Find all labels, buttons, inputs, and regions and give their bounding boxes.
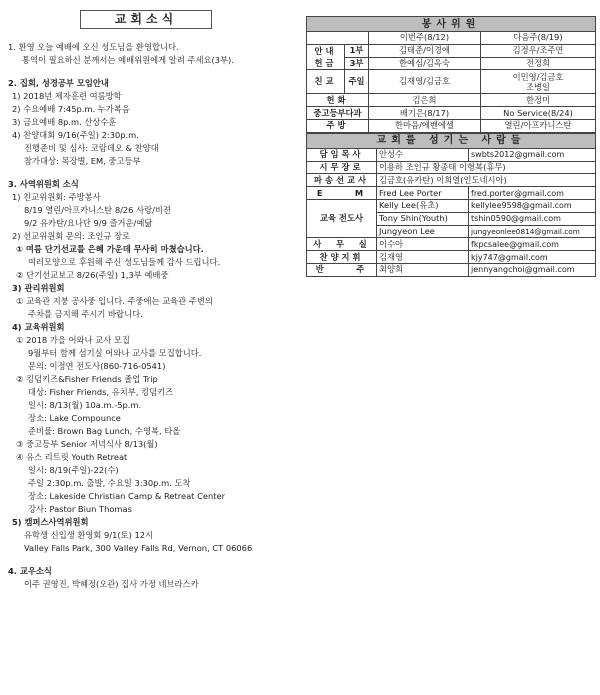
role: 담임목사 xyxy=(307,148,377,161)
cell: 열린/아프카니스탄 xyxy=(481,119,596,132)
role: 사 무 실 xyxy=(307,238,377,251)
cell: 한마음/에벤에셀 xyxy=(369,119,481,132)
col-this-week: 이번주(8/12) xyxy=(369,32,481,45)
cell: 김태준/이경애 xyxy=(369,44,481,57)
person: 이수아 xyxy=(377,238,469,251)
cell: 김정우/조주연 xyxy=(481,44,596,57)
news-line: ② 단기선교보고 8/26(주일) 1,3부 예배중 xyxy=(16,270,169,280)
person: 김금호(유카탄) 이희열(인도네시아) xyxy=(377,174,596,187)
news-line: 강사: Pastor Biun Thomas xyxy=(28,504,132,514)
news-line: ① 여름 단기선교를 은혜 가운데 무사히 마쳤습니다. xyxy=(16,244,204,254)
cell: 김은희 xyxy=(369,94,481,107)
row-label: 헌화 xyxy=(307,94,369,107)
news-line: 일시: 8/19(주일)-22(수) xyxy=(28,465,119,475)
role: 교육 전도사 xyxy=(307,199,377,237)
col-next-week: 다음주(8/19) xyxy=(481,32,596,45)
email: fred.porter@gmail.com xyxy=(469,187,596,200)
person: 이용하 조인규 황종태 이형복(휴무) xyxy=(377,161,596,174)
news-line: 2) 수요예배 7:45p.m. 누가복음 xyxy=(12,104,130,114)
news-line: 여러모양으로 후원해 주신 성도님들께 감사 드립니다. xyxy=(28,257,221,267)
cell: 이민영/김금호 조병일 xyxy=(481,70,596,94)
news-line: 주차를 금지해 주시기 바랍니다. xyxy=(28,309,143,319)
email: jungyeonlee0814@gmail.com xyxy=(469,225,596,238)
cell: No Service(8/24) xyxy=(481,107,596,120)
news-line: 대상: Fisher Friends, 유치부, 킹덤키즈 xyxy=(28,387,174,397)
staff-title: 교회를 섬기는 사람들 xyxy=(307,133,596,148)
email: tshin0590@gmail.com xyxy=(469,212,596,225)
news-line: 4. 교우소식 xyxy=(8,566,52,576)
news-line: Valley Falls Park, 300 Valley Falls Rd, Vernon, CT 06066 xyxy=(24,543,253,553)
role: 파송선교사 xyxy=(307,174,377,187)
news-line: 4) 찬양대회 9/16(주일) 2:30p.m. xyxy=(12,130,139,140)
news-line: 유학생 신입생 환영회 9/1(토) 12시 xyxy=(24,530,154,540)
news-line: 5) 캠퍼스사역위원회 xyxy=(12,517,89,527)
line-gap xyxy=(8,555,300,565)
role: E M xyxy=(307,187,377,200)
news-column xyxy=(8,10,300,591)
row-sub: 1부 xyxy=(345,44,369,57)
volunteer-title: 봉사위원 xyxy=(307,17,596,32)
news-line: 4) 교육위원회 xyxy=(12,322,65,332)
news-line: 통역이 필요하신 분께서는 예배위원에게 알려 주세요(3부). xyxy=(22,55,234,65)
news-line: 8/19 열린/아프카니스탄 8/26 사랑/비젼 xyxy=(24,205,171,215)
cell: 한예심/김옥숙 xyxy=(369,57,481,70)
email: fkpcsalee@gmail.com xyxy=(469,238,596,251)
cell: 김재영/김금호 xyxy=(369,70,481,94)
person: 안성수 xyxy=(377,148,469,161)
cell: 배기은(8/17) xyxy=(369,107,481,120)
row-sub: 주일 xyxy=(345,70,369,94)
person: Kelly Lee(유초) xyxy=(377,199,469,212)
person: 김재영 xyxy=(377,251,469,264)
news-line: 이주 권영진, 박혜정(오관) 집사 가정 네브라스카 xyxy=(24,579,199,589)
volunteer-table xyxy=(306,16,596,133)
email: kjy747@gmail.com xyxy=(469,251,596,264)
news-line: 9/2 유카탄/요나단 9/9 즐거운/예닮 xyxy=(24,218,153,228)
news-line: 진행준비 및 심사: 코람데오 & 찬양대 xyxy=(24,143,159,153)
cell: 전정희 xyxy=(481,57,596,70)
row-label: 친교 xyxy=(307,70,345,94)
news-line: 2) 선교위원회 문의: 조인규 장로 xyxy=(12,231,131,241)
news-line: 문의: 이정연 전도사(860-716-0541) xyxy=(28,361,166,371)
news-line: 장소: Lakeside Christian Camp & Retreat Center xyxy=(28,491,226,501)
email: swbts2012@gmail.com xyxy=(469,148,596,161)
news-line: 3) 금요예배 8p.m. 산상수훈 xyxy=(12,117,117,127)
person: 최양희 xyxy=(377,263,469,276)
row-label: 중고등부다과 xyxy=(307,107,369,120)
person: Jungyeon Lee xyxy=(377,225,469,238)
usher-offering-label: 안내 헌금 xyxy=(307,44,345,70)
news-line: 3) 관리위원회 xyxy=(12,283,65,293)
news-line: 9월부터 함께 섬기실 어와나 교사를 모집합니다. xyxy=(28,348,202,358)
role: 찬양지휘 xyxy=(307,251,377,264)
news-lines xyxy=(8,41,300,591)
news-line: ④ 유스 리트릿 Youth Retreat xyxy=(16,452,128,462)
news-line: 참가대상: 목장별, EM, 중고등부 xyxy=(24,156,141,166)
news-line: ② 킹덤키즈&Fisher Friends 졸업 Trip xyxy=(16,374,158,384)
news-line: ③ 중고등부 Senior 저녁식사 8/13(월) xyxy=(16,439,158,449)
news-line: ① 교육관 지붕 공사중 입니다. 주중에는 교육관 주변의 xyxy=(16,296,213,306)
news-line: 2. 집회, 성경공부 모임안내 xyxy=(8,78,109,88)
news-title: 교회소식 xyxy=(80,10,212,29)
email: jennyangchoi@gmail.com xyxy=(469,263,596,276)
news-line: 3. 사역위원회 소식 xyxy=(8,179,79,189)
right-column xyxy=(306,16,595,277)
role: 반 주 xyxy=(307,263,377,276)
cell: 한정미 xyxy=(481,94,596,107)
news-line: 1) 2018년 제자훈련 여름방학 xyxy=(12,91,122,101)
news-line: 일시: 8/13(월) 10a.m.-5p.m. xyxy=(28,400,142,410)
news-line: 1) 친교위원회: 주방봉사 xyxy=(12,192,101,202)
news-line: 장소: Lake Compounce xyxy=(28,413,121,423)
email: kellylee9598@gmail.com xyxy=(469,199,596,212)
person: Fred Lee Porter xyxy=(377,187,469,200)
news-line: 준비물: Brown Bag Lunch, 수영복, 타올 xyxy=(28,426,181,436)
news-line: 주일 2:30p.m. 출발, 수요일 3:30p.m. 도착 xyxy=(28,478,191,488)
staff-table xyxy=(306,133,596,277)
person: Tony Shin(Youth) xyxy=(377,212,469,225)
news-line: 1. 환영 오늘 예배에 오신 성도님을 환영합니다. xyxy=(8,42,179,52)
line-gap xyxy=(8,168,300,178)
news-line: ① 2018 가을 어와나 교사 모집 xyxy=(16,335,130,345)
row-label: 주방 xyxy=(307,119,369,132)
row-sub: 3부 xyxy=(345,57,369,70)
role: 시무장로 xyxy=(307,161,377,174)
line-gap xyxy=(8,67,300,77)
